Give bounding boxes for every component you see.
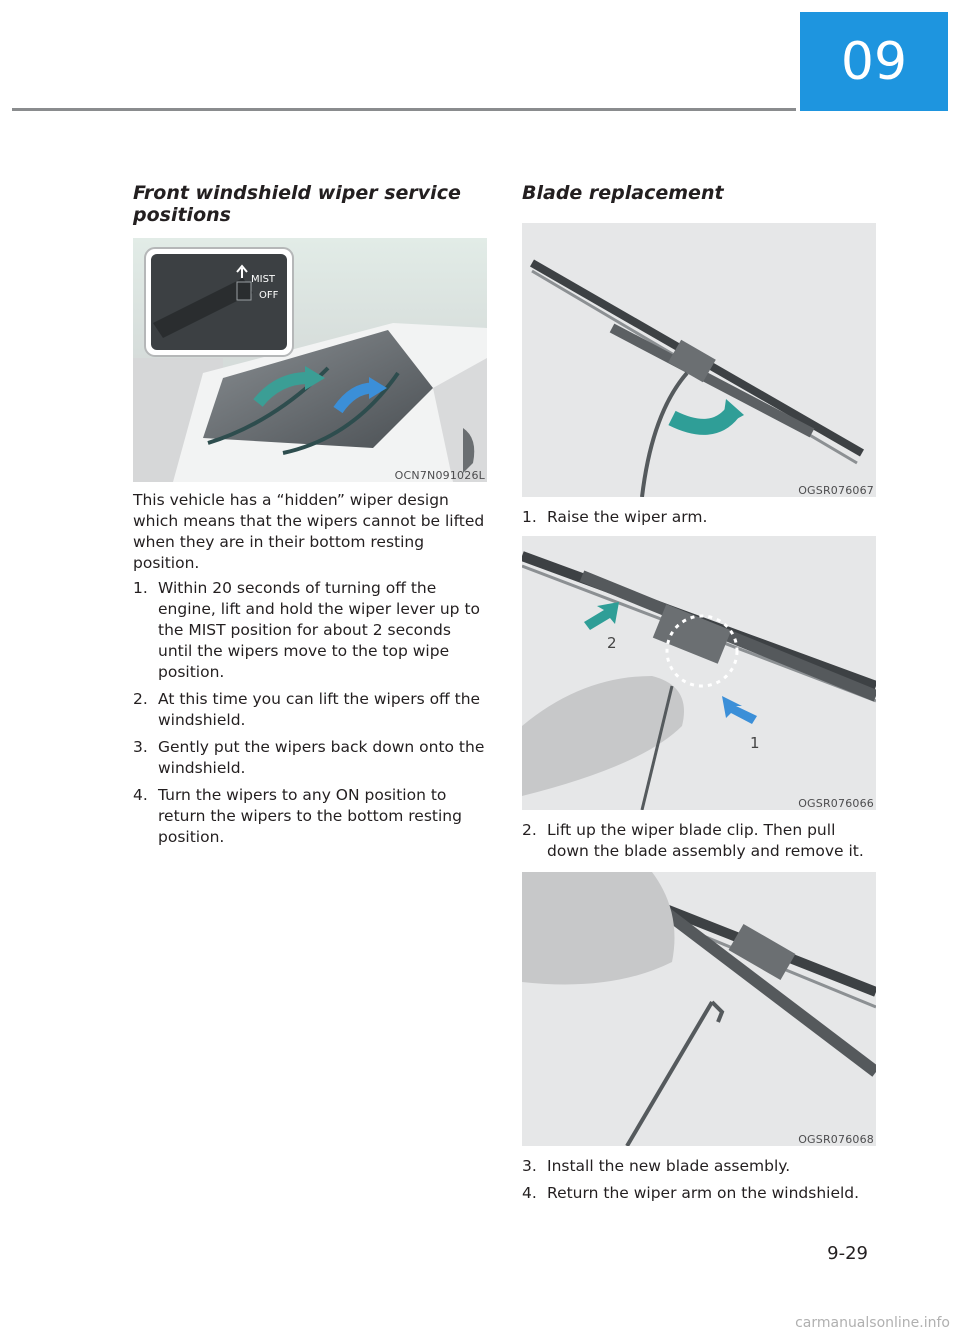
blade-clip-illustration [522, 536, 876, 810]
blade-step-1 [522, 507, 876, 528]
blade-steps-3-4 [522, 1156, 876, 1204]
mist-label: MIST [251, 274, 276, 285]
remove-blade-illustration [522, 872, 876, 1146]
list-item: 3. Install the new blade assembly. [522, 1157, 791, 1175]
left-column [133, 182, 487, 854]
raise-arm-illustration [522, 223, 876, 497]
list-item: 1. Raise the wiper arm. [522, 508, 708, 526]
list-item: 4. Return the wiper arm on the windshield. [522, 1184, 860, 1202]
header-rule [12, 108, 796, 111]
list-item: 3. Gently put the wipers back down onto the windshield. [133, 738, 485, 777]
list-item: 4. Turn the wipers to any ON position to return the wipers to the bottom resting position. [133, 786, 462, 846]
watermark: carmanualsonline.info [795, 1315, 950, 1331]
off-label: OFF [259, 290, 279, 301]
figure-raise-arm [522, 223, 876, 497]
list-item: 2. At this time you can lift the wipers off the windshield. [133, 690, 481, 729]
label-one: 1 [750, 734, 760, 752]
right-column [522, 182, 876, 1210]
wiper-service-illustration [133, 238, 487, 482]
list-item: 1. Within 20 seconds of turning off the engine, lift and hold the wiper lever up to the MIST position for about 2 seconds until the wipers move to the top wipe position. [133, 579, 481, 681]
section-heading-blade-replacement: Blade replacement [522, 182, 724, 204]
page-number: 9-29 [827, 1243, 868, 1264]
blade-step-2 [522, 820, 876, 862]
list-item: 2. Lift up the wiper blade clip. Then pull down the blade assembly and remove it. [522, 821, 864, 860]
section-heading-wiper-service: Front windshield wiper service positions [133, 182, 461, 226]
figure-wiper-service [133, 238, 487, 482]
figure-code-right-1: OGSR076067 [798, 484, 874, 497]
chapter-tab: 09 [800, 12, 948, 111]
figure-code-left: OCN7N091026L [394, 469, 485, 482]
label-two: 2 [607, 634, 617, 652]
figure-code-right-3: OGSR076068 [798, 1133, 874, 1146]
intro-paragraph: This vehicle has a “hidden” wiper design which means that the wipers cannot be lifted when they are in their bottom resting position. [133, 491, 485, 572]
service-steps-list [133, 578, 487, 848]
figure-remove-blade [522, 872, 876, 1146]
figure-code-right-2: OGSR076066 [798, 797, 874, 810]
figure-blade-clip [522, 536, 876, 810]
